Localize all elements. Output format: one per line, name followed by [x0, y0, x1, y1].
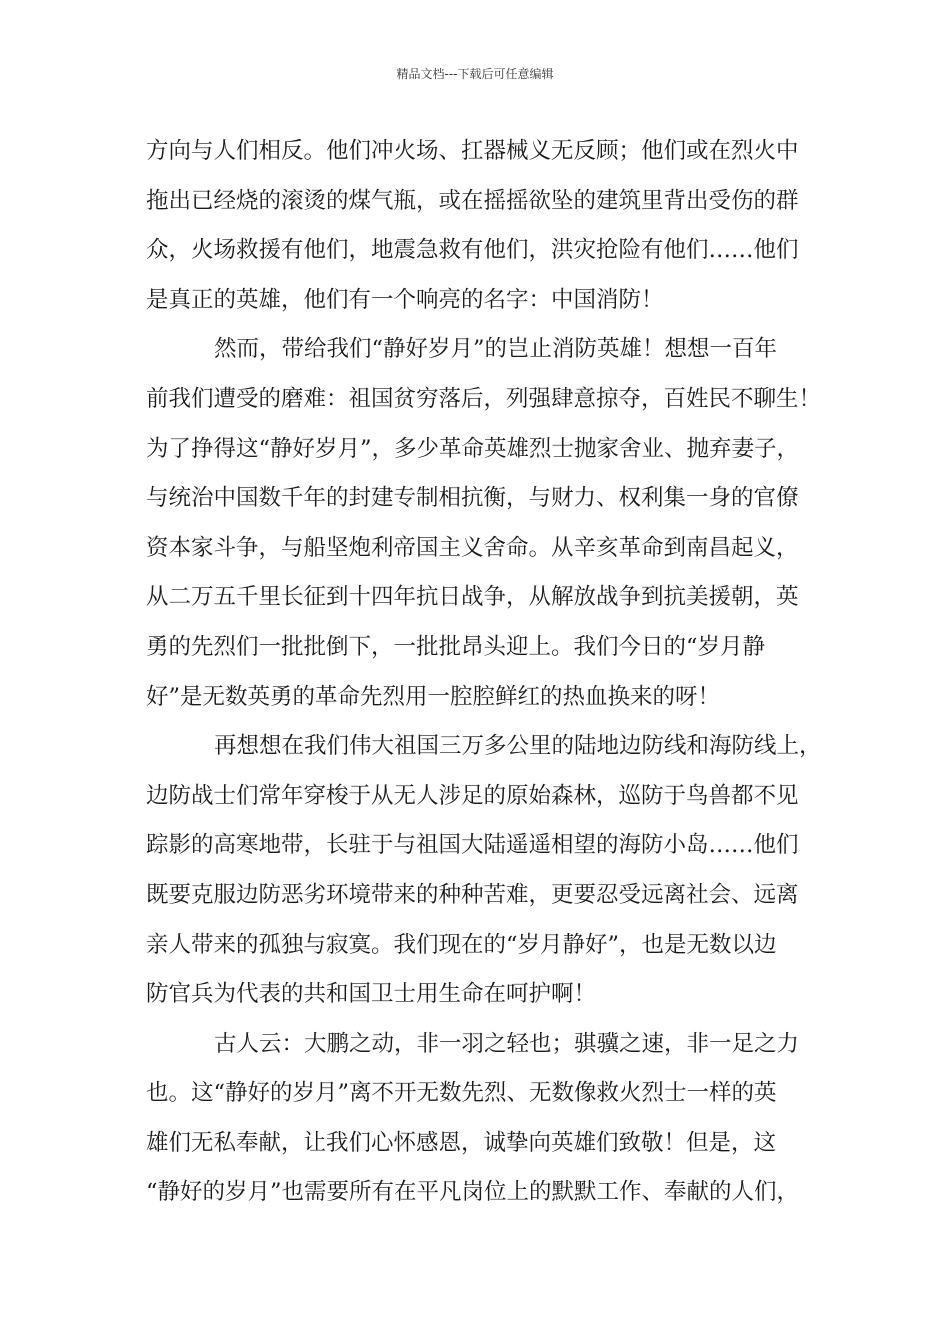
text-line: 也。这“静好的岁月”离不开无数先烈、无数像救火烈士一样的英	[146, 1080, 777, 1107]
text-line: 踪影的高寒地带，长驻于与祖国大陆遥遥相望的海防小岛……他们	[146, 832, 799, 859]
text-line: 古人云：大鹏之动，非一羽之轻也；骐骥之速，非一足之力	[214, 1030, 800, 1057]
text-line: 为了挣得这“静好岁月”，多少革命英雄烈士抛家舍业、抛弃妻子，	[146, 435, 800, 462]
text-line: 从二万五千里长征到十四年抗日战争，从解放战争到抗美援朝，英	[146, 584, 799, 611]
body-text	[146, 127, 826, 1218]
text-line: 再想想在我们伟大祖国三万多公里的陆地边防线和海防线上，	[214, 733, 822, 760]
text-line: 众，火场救援有他们，地震急救有他们，洪灾抢险有他们……他们	[146, 237, 799, 264]
text-line: 勇的先烈们一批批倒下，一批批昂头迎上。我们今日的“岁月静	[146, 633, 766, 660]
text-line: 既要克服边防恶劣环境带来的种种苦难，更要忍受远离社会、远离	[146, 881, 799, 908]
text-line: 雄们无私奉献，让我们心怀感恩，诚挚向英雄们致敬！但是，这	[146, 1129, 777, 1156]
text-line: 边防战士们常年穿梭于从无人涉足的原始森林，巡防于鸟兽都不见	[146, 782, 799, 809]
text-line: 好”是无数英勇的革命先烈用一腔腔鲜红的热血换来的呀！	[146, 683, 721, 710]
text-line: 是真正的英雄，他们有一个响亮的名字：中国消防！	[146, 286, 664, 313]
text-line: 拖出已经烧的滚烫的煤气瓶，或在摇摇欲坠的建筑里背出受伤的群	[146, 187, 799, 214]
text-line: 防官兵为代表的共和国卫士用生命在呵护啊！	[146, 981, 597, 1008]
text-line: 前我们遭受的磨难：祖国贫穷落后，列强肆意掠夺，百姓民不聊生！	[146, 385, 822, 412]
text-line: 资本家斗争，与船坚炮利帝国主义舍命。从辛亥革命到南昌起义，	[146, 534, 799, 561]
text-line: 亲人带来的孤独与寂寞。我们现在的“岁月静好”，也是无数以边	[146, 931, 777, 958]
page-header: 精品文档---下载后可任意编辑	[396, 67, 554, 81]
text-line: 然而，带给我们“静好岁月”的岂止消防英雄！想想一百年	[214, 336, 778, 363]
text-line: “静好的岁月”也需要所有在平凡岗位上的默默工作、奉献的人们，	[146, 1179, 800, 1206]
text-line: 方向与人们相反。他们冲火场、扛器械义无反顾；他们或在烈火中	[146, 138, 799, 164]
text-line: 与统治中国数千年的封建专制相抗衡，与财力、权利集一身的官僚	[146, 485, 799, 512]
